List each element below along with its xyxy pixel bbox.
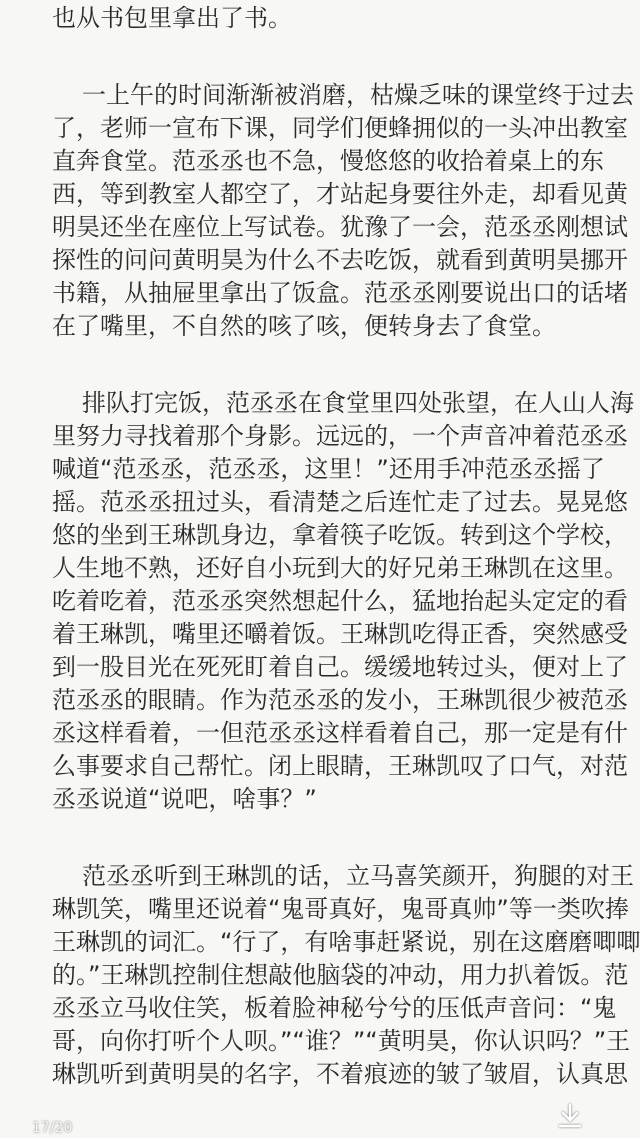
text-line: 丞丞说道“说吧，啥事？” bbox=[52, 785, 317, 813]
text-line: 一上午的时间渐渐被消磨，枯燥乏味的课堂终于过去 bbox=[82, 81, 634, 109]
text-line: 到一股目光在死死盯着自己。缓缓地转过头，便对上了 bbox=[52, 653, 628, 681]
text-line: 明昊还坐在座位上写试卷。犹豫了一会，范丞丞刚想试 bbox=[52, 213, 628, 241]
text-line: 摇。范丞丞扭过头，看清楚之后连忙走了过去。晃晃悠 bbox=[52, 488, 628, 516]
text-line: 范丞丞听到王琳凯的话，立马喜笑颜开，狗腿的对王 bbox=[82, 862, 634, 890]
text-line: 范丞丞的眼睛。作为范丞丞的发小，王琳凯很少被范丞 bbox=[52, 686, 628, 714]
text-line: 排队打完饭，范丞丞在食堂里四处张望，在人山人海 bbox=[82, 389, 634, 417]
text-line: 琳凯听到黄明昊的名字，不着痕迹的皱了皱眉，认真思 bbox=[52, 1060, 628, 1088]
download-icon bbox=[555, 1101, 585, 1135]
text-line: 着王琳凯，嘴里还嚼着饭。王琳凯吃得正香，突然感受 bbox=[52, 620, 628, 648]
text-line: 了，老师一宣布下课，同学们便蜂拥似的一头冲出教室 bbox=[52, 114, 628, 142]
download-button[interactable] bbox=[548, 1098, 592, 1138]
text-line: 的。”王琳凯控制住想敲他脑袋的冲动，用力扒着饭。范 bbox=[52, 961, 629, 989]
text-line: 探性的问问黄明昊为什么不去吃饭，就看到黄明昊挪开 bbox=[52, 246, 628, 274]
text-line: 书籍，从抽屉里拿出了饭盒。范丞丞刚要说出口的话堵 bbox=[52, 279, 628, 307]
text-line: 喊道“范丞丞，范丞丞，这里！”还用手冲范丞丞摇了 bbox=[52, 455, 605, 483]
text-line: 直奔食堂。范丞丞也不急，慢悠悠的收拾着桌上的东 bbox=[52, 147, 604, 175]
text-line: 琳凯笑，嘴里还说着“鬼哥真好，鬼哥真帅”等一类吹捧 bbox=[52, 895, 629, 923]
text-line: 也从书包里拿出了书。 bbox=[52, 4, 292, 32]
paragraph-2 bbox=[52, 79, 634, 343]
text-line: 西，等到教室人都空了，才站起身要往外走，却看见黄 bbox=[52, 180, 628, 208]
story-text bbox=[52, 0, 640, 1091]
page-indicator: 17/20 bbox=[32, 1120, 73, 1136]
text-line: 丞丞立马收住笑，板着脸神秘兮兮的压低声音问：“鬼 bbox=[52, 994, 617, 1022]
text-line: 丞这样看着，一但范丞丞这样看着自己，那一定是有什 bbox=[52, 719, 628, 747]
text-line: 王琳凯的词汇。“行了，有啥事赶紧说，别在这磨磨唧唧 bbox=[52, 928, 640, 956]
paragraph-1 bbox=[52, 2, 612, 35]
text-line: 悠的坐到王琳凯身边，拿着筷子吃饭。转到这个学校， bbox=[52, 521, 628, 549]
paragraph-4 bbox=[52, 860, 640, 1091]
text-line: 么事要求自己帮忙。闭上眼睛，王琳凯叹了口气，对范 bbox=[52, 752, 628, 780]
text-line: 哥，向你打听个人呗。”“谁？”“黄明昊，你认识吗？”王 bbox=[52, 1027, 631, 1055]
paragraph-3 bbox=[52, 387, 634, 816]
text-line: 吃着吃着，范丞丞突然想起什么，猛地抬起头定定的看 bbox=[52, 587, 628, 615]
text-line: 里努力寻找着那个身影。远远的，一个声音冲着范丞丞 bbox=[52, 422, 628, 450]
text-line: 在了嘴里，不自然的咳了咳，便转身去了食堂。 bbox=[52, 312, 556, 340]
text-line: 人生地不熟，还好自小玩到大的好兄弟王琳凯在这里。 bbox=[52, 554, 628, 582]
